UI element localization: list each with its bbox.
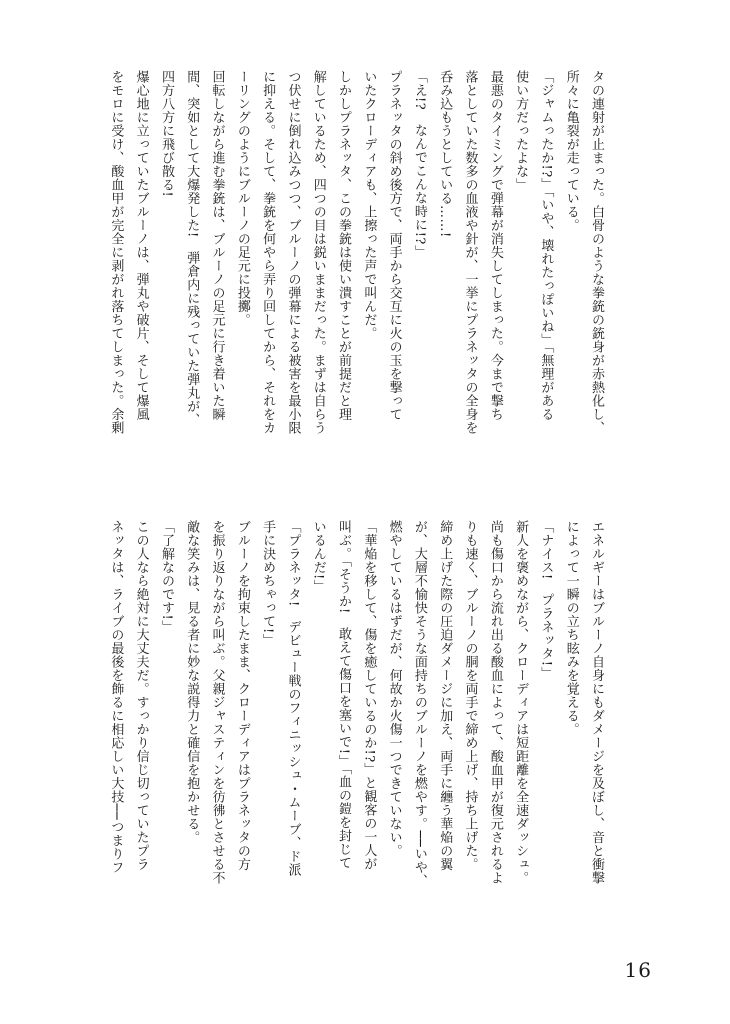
- text-block-bottom: [104, 520, 609, 938]
- bottom-text-line: エネルギーはブルーノ自身にもダメージを及ぼし、音と衝撃: [589, 520, 604, 885]
- top-text-line: 回転しながら進む拳銃は、ブルーノの足元に行き着いた瞬: [209, 70, 225, 421]
- top-text-line: ーリングのようにブルーノの足元に投擲。: [234, 70, 250, 327]
- top-text-line: 「え!? なんでこんな時に!?」: [411, 70, 427, 259]
- bottom-text-line: ブルーノを拘束したまま、クローディアはプラネッタの方: [234, 520, 250, 871]
- bottom-text-line: 手に決めちゃって!」: [260, 520, 276, 648]
- top-text-line: 落としていた数多の血液や針が、一挙にプラネッタの全身を: [462, 70, 478, 435]
- top-text-line: 間、突如として大爆発した! 弾倉内に残っていた弾丸が、: [184, 70, 200, 427]
- top-text-line: しかしプラネッタ、この拳銃は使い潰すことが前提だと理: [336, 70, 352, 421]
- bottom-text-line: を振り返りながら叫ぶ。父親ジャスティンを彷彿とさせる不: [209, 520, 225, 885]
- top-text-line: に抑える。そして、拳銃を何やら弄り回してから、それをカ: [260, 70, 276, 435]
- top-text-line: 解しているため、四つの目は鋭いままだった。まずは自らう: [310, 70, 326, 435]
- top-text-line: 四方八方に飛び散る!: [158, 70, 174, 198]
- bottom-text-line: 締め上げた際の圧迫ダメージに加え、両手に纏う華焔の翼: [437, 520, 453, 871]
- top-text-line: 使い方だったよな」: [513, 70, 529, 192]
- top-text-line: 最悪のタイミングで弾幕が消失してしまった。今まで撃ち: [487, 70, 503, 421]
- top-text-line: いたクローディアも、上擦った声で叫んだ。: [361, 70, 377, 340]
- bottom-text-line: 「華焔を移して、傷を癒しているのか!?」と観客の一人が: [361, 520, 377, 871]
- top-text-line: 所々に亀裂が走っている。: [563, 70, 579, 232]
- bottom-text-line: 敵な笑みは、見る者に妙な説得力と確信を抱かせる。: [184, 520, 200, 844]
- bottom-text-line: りも速く、ブルーノの胴を両手で締め上げ、持ち上げた。: [462, 520, 478, 871]
- bottom-text-line: 叫ぶ。「そうか! 敢えて傷口を塞いで!」「血の鎧を封じて: [336, 520, 352, 870]
- top-text-line: 爆心地に立っていたブルーノは、弾丸や破片、そして爆風: [133, 70, 149, 421]
- bottom-text-line: 燃やしているはずだが、何故か火傷一つできていない。: [386, 520, 402, 858]
- bottom-text-line: が、大層不愉快そうな面持ちのブルーノを燃やす。──いや、: [411, 520, 427, 888]
- bottom-text-line: 新人を褒めながら、クローディアは短距離を全速ダッシュ。: [513, 520, 529, 885]
- bottom-text-line: 「ナイス! プラネッタ!」: [538, 520, 554, 680]
- page-number: 16: [624, 958, 652, 982]
- top-text-line: 呑み込もうとしている……!: [437, 70, 453, 238]
- top-text-line: つ伏せに倒れ込みつつ、ブルーノの弾幕による被害を最小限: [285, 70, 301, 435]
- top-text-line: 「ジャムったか!?」「いや、壊れたっぽいね」「無理がある: [538, 70, 554, 422]
- bottom-text-line: によって一瞬の立ち眩みを覚える。: [563, 520, 579, 736]
- bottom-text-line: この人なら絶対に大丈夫だ。すっかり信じ切っていたプラ: [133, 520, 149, 871]
- text-block-top: [104, 70, 609, 488]
- bottom-text-line: 「プラネッタ! デビュー戦のフィニッシュ・ムーブ、ド派: [285, 520, 301, 877]
- bottom-text-line: 「了解なのです!」: [158, 520, 174, 634]
- bottom-text-line: いるんだ!」: [310, 520, 326, 594]
- top-text-line: プラネッタの斜め後方で、両手から交互に火の玉を撃って: [386, 70, 402, 421]
- bottom-text-line: ネッタは、ライブの最後を飾るに相応しい大技──つまりフ: [108, 520, 124, 875]
- top-text-line: タの連射が止まった。白骨のような拳銃の銃身が赤熱化し、: [589, 70, 604, 435]
- bottom-text-line: 尚も傷口から流れ出る酸血によって、酸血甲が復元されるよ: [487, 520, 503, 885]
- top-text-line: をモロに受け、酸血甲が完全に剥がれ落ちてしまった。余剰: [108, 70, 124, 435]
